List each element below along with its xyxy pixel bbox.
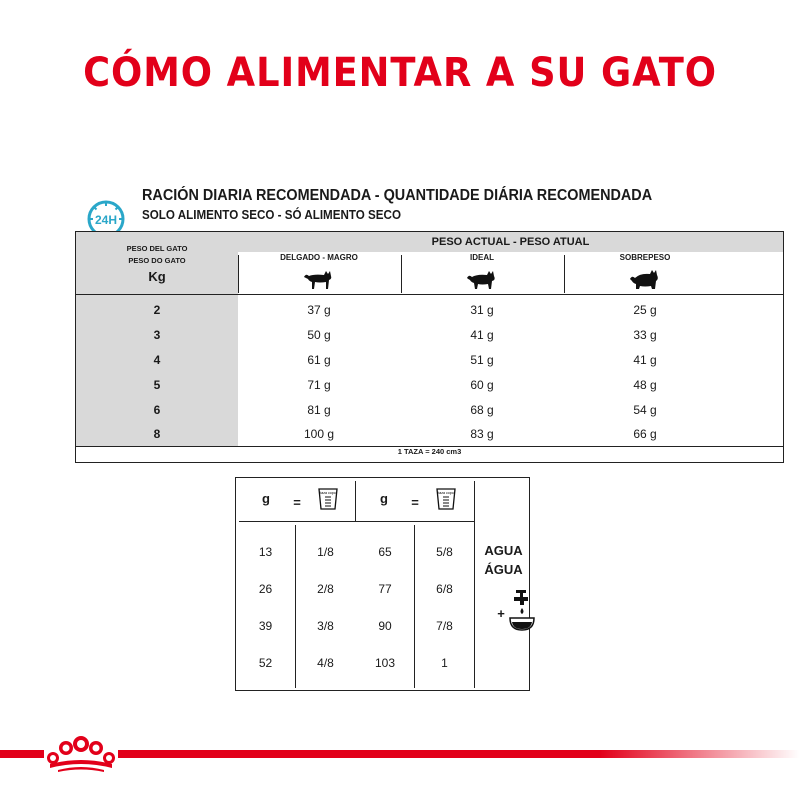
grams-value: 39 — [258, 619, 273, 633]
value-cell: 66 g — [633, 427, 657, 441]
current-weight-label: PESO ACTUAL - PESO ATUAL — [431, 236, 590, 248]
value-cell: 71 g — [307, 378, 331, 392]
water-label-pt: ÁGUA — [484, 562, 523, 577]
cup-conversion-table — [235, 477, 530, 691]
cup-label: taza copo — [438, 491, 454, 495]
weight-label-pt: PESO DO GATO — [128, 256, 186, 265]
weight-cell: 4 — [153, 353, 161, 367]
value-cell: 61 g — [307, 353, 331, 367]
value-cell: 31 g — [470, 303, 494, 317]
grams-value: 90 — [378, 619, 392, 633]
current-weight-band — [238, 232, 783, 252]
brand-footer-bar — [0, 750, 800, 758]
grams-header: g — [380, 491, 388, 506]
cup-value: 5/8 — [436, 545, 453, 559]
cup-value: 1 — [441, 656, 448, 670]
measuring-cup-icon — [316, 486, 340, 512]
value-cell: 48 g — [633, 378, 657, 392]
royal-crown-logo — [44, 734, 118, 774]
cup-value: 4/8 — [317, 656, 334, 670]
group-divider — [355, 481, 356, 521]
clock-label: 24H — [94, 213, 118, 227]
overweight-cat-icon — [628, 269, 664, 291]
ideal-cat-icon — [465, 269, 501, 291]
equals-sign: = — [411, 495, 419, 510]
value-cell: 83 g — [470, 427, 494, 441]
ration-table — [75, 231, 784, 463]
water-divider — [474, 481, 475, 688]
plus-sign: + — [497, 606, 505, 621]
value-cell: 25 g — [633, 303, 657, 317]
value-cell: 51 g — [470, 353, 494, 367]
weight-cell: 5 — [153, 378, 161, 392]
value-cell: 68 g — [470, 403, 494, 417]
page-title: CÓMO ALIMENTAR A SU GATO — [83, 50, 717, 96]
cup-label: taza copo — [320, 491, 336, 495]
equals-sign: = — [293, 495, 301, 510]
grams-value: 65 — [378, 545, 392, 559]
value-cell: 37 g — [307, 303, 331, 317]
column-divider — [564, 255, 565, 293]
cup-value: 6/8 — [436, 582, 453, 596]
cup-value: 2/8 — [317, 582, 334, 596]
column-divider — [401, 255, 402, 293]
weight-unit: Kg — [148, 269, 166, 284]
weight-cell: 6 — [153, 403, 161, 417]
weight-cell: 2 — [153, 303, 161, 317]
column-head-thin: DELGADO - MAGRO — [280, 253, 358, 262]
dry-food-subheader: SOLO ALIMENTO SECO - SÓ ALIMENTO SECO — [142, 208, 402, 222]
column-head-ideal: IDEAL — [470, 253, 494, 262]
value-cell: 41 g — [633, 353, 657, 367]
grams-value: 13 — [258, 545, 273, 559]
value-cell: 100 g — [303, 427, 335, 441]
column-head-overweight: SOBREPESO — [619, 253, 671, 262]
grams-value: 103 — [374, 656, 396, 670]
cup-value: 7/8 — [436, 619, 453, 633]
header-rule — [239, 521, 475, 522]
value-cell: 50 g — [307, 328, 331, 342]
value-cell: 41 g — [470, 328, 494, 342]
value-cell: 60 g — [470, 378, 494, 392]
ration-header: RACIÓN DIARIA RECOMENDADA - QUANTIDADE DIÁRIA RECOMENDADA — [142, 187, 653, 204]
grams-value: 77 — [378, 582, 392, 596]
value-cell: 33 g — [633, 328, 657, 342]
header-rule — [76, 294, 783, 295]
grams-header: g — [262, 491, 270, 506]
column-divider — [238, 255, 239, 293]
cup-value: 3/8 — [317, 619, 334, 633]
measuring-cup-icon — [434, 486, 458, 512]
weight-cell: 8 — [153, 427, 161, 441]
weight-label-es: PESO DEL GATO — [126, 244, 188, 253]
value-cell: 81 g — [307, 403, 331, 417]
water-label-es: AGUA — [484, 543, 523, 558]
weight-cell: 3 — [153, 328, 161, 342]
water-tap-icon — [506, 588, 538, 634]
thin-cat-icon — [302, 269, 338, 291]
value-cell: 54 g — [633, 403, 657, 417]
grams-value: 52 — [258, 656, 273, 670]
cup-volume-note: 1 TAZA = 240 cm3 — [397, 447, 462, 456]
grams-value: 26 — [258, 582, 273, 596]
cup-value: 1/8 — [317, 545, 334, 559]
